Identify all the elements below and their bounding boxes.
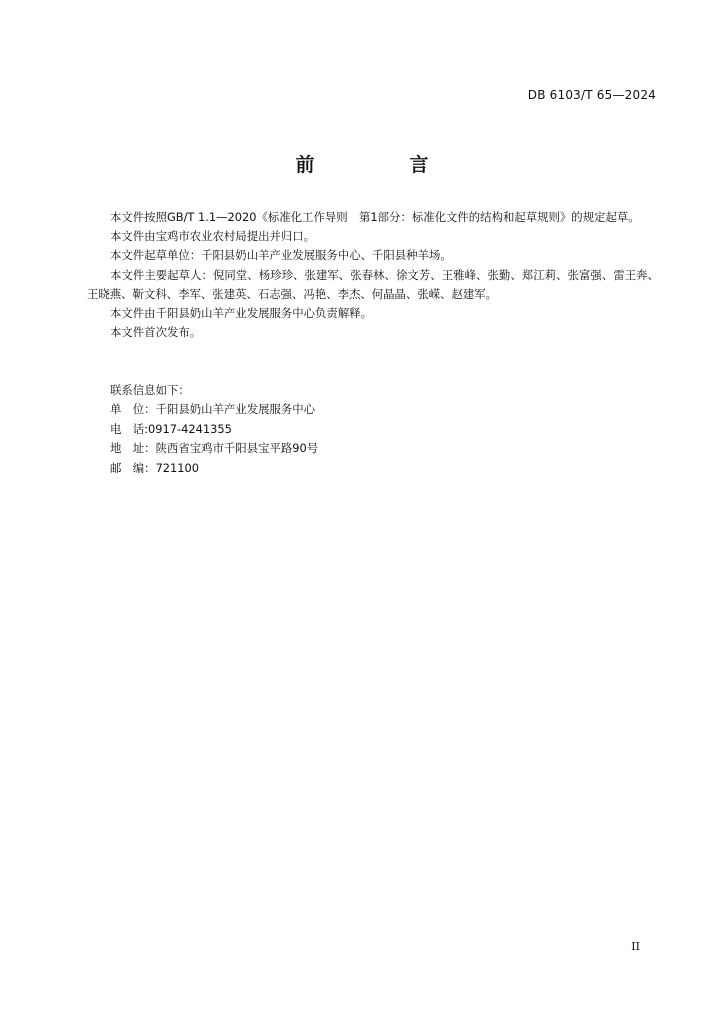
paragraph-proposer: 本文件由宝鸡市农业农村局提出并归口。 <box>110 229 316 244</box>
paragraph-drafting-units: 本文件起草单位：千阳县奶山羊产业发展服务中心、千阳县种羊场。 <box>110 248 452 263</box>
standard-code: DB 6103/T 65—2024 <box>527 88 656 102</box>
paragraph-drafting-basis: 本文件按照GB/T 1.1—2020《标准化工作导则 第1部分：标准化文件的结构和起草规则》的规定起草。 <box>110 210 640 224</box>
paragraph-drafters: 本文件主要起草人：倪同堂、杨珍珍、张建军、张春林、徐文芳、王雅峰、张勤、郑江莉、张富强、雷王奔、王晓燕、靳文科、李军、张建英、石志强、冯艳、李杰、何晶晶、张嵘、赵建军。 <box>87 267 659 301</box>
contact-phone: 电 话:0917-4241355 <box>110 421 232 436</box>
page-number: II <box>631 940 640 953</box>
contact-address: 地 址：陕西省宝鸡市千阳县宝平路90号 <box>110 441 319 456</box>
page-title: 前 言 <box>295 154 467 176</box>
contact-unit: 单 位：千阳县奶山羊产业发展服务中心 <box>110 402 316 417</box>
paragraph-interpretation: 本文件由千阳县奶山羊产业发展服务中心负责解释。 <box>110 306 372 321</box>
contact-info <box>110 381 650 478</box>
contact-heading: 联系信息如下： <box>110 383 190 397</box>
foreword-body <box>87 208 659 342</box>
paragraph-first-release: 本文件首次发布。 <box>110 325 202 340</box>
contact-postcode: 邮 编：721100 <box>110 460 200 475</box>
